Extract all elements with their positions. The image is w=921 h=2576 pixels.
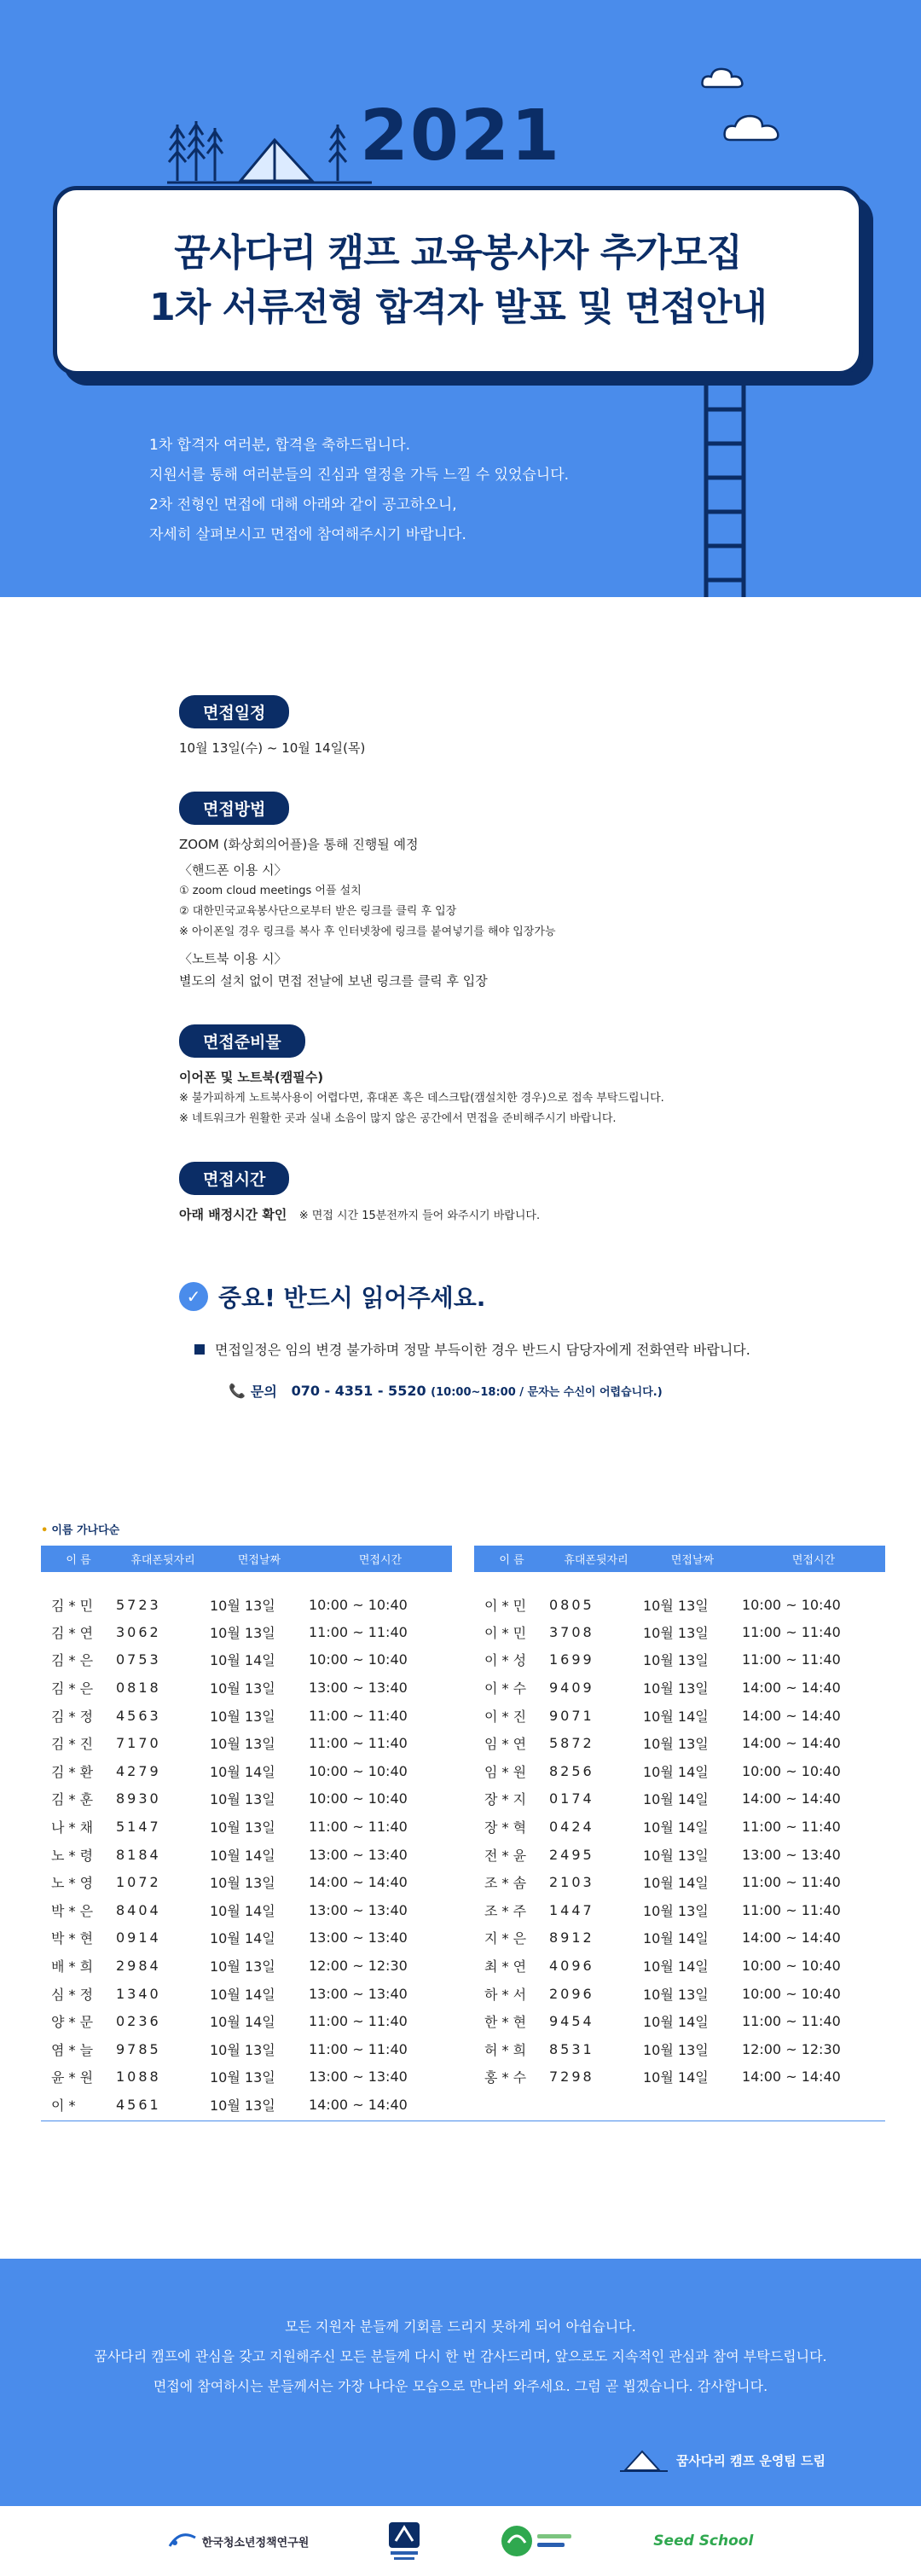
cell-time: 12:00 ~ 12:30 xyxy=(742,2040,841,2057)
header-time: 면접시간 xyxy=(742,1546,885,1572)
method-label: 면접방법 xyxy=(179,792,289,825)
phone-icon: 📞 xyxy=(229,1383,246,1399)
cell-time: 11:00 ~ 11:40 xyxy=(742,1818,841,1835)
cell-name: 김 * 정 xyxy=(51,1708,94,1725)
footer-line: 꿈사다리 캠프에 관심을 갖고 지원해주신 모든 분들께 다시 한 번 감사드리며, 앞으로도 지속적인 관심과 참여 부탁드립니다. xyxy=(94,2348,827,2364)
cell-date: 10월 13일 xyxy=(643,1847,709,1864)
cell-date: 10월 13일 xyxy=(210,1624,275,1641)
cell-date: 10월 13일 xyxy=(210,2069,275,2086)
cell-name: 최 * 연 xyxy=(484,1958,527,1975)
table-row xyxy=(474,1757,885,1785)
cell-time: 13:00 ~ 13:40 xyxy=(742,1846,841,1863)
cell-date: 10월 13일 xyxy=(210,1708,275,1725)
seed-logo-text: Seed School xyxy=(653,2532,754,2550)
cell-name: 조 * 솜 xyxy=(484,1875,527,1892)
table-row xyxy=(41,1896,452,1924)
table-row xyxy=(41,1702,452,1730)
cell-time: 13:00 ~ 13:40 xyxy=(309,1846,408,1863)
emblem-icon xyxy=(385,2521,423,2561)
cell-phone: 1072 xyxy=(116,1874,161,1891)
table-row xyxy=(474,1896,885,1924)
cell-name: 노 * 령 xyxy=(51,1847,94,1864)
cell-name: 조 * 주 xyxy=(484,1902,527,1919)
method-line: ① zoom cloud meetings 어플 설치 xyxy=(179,885,362,897)
cell-time: 10:00 ~ 10:40 xyxy=(742,1957,841,1974)
method-line: ZOOM (화상회의어플)을 통해 진행될 예정 xyxy=(179,837,419,852)
cell-date: 10월 13일 xyxy=(210,1958,275,1975)
cell-time: 14:00 ~ 14:40 xyxy=(742,1735,841,1752)
logo-nypi xyxy=(168,2532,310,2550)
important-note xyxy=(194,1339,827,1359)
method-line: 별도의 설치 없이 면접 전날에 보낸 링크를 클릭 후 입장 xyxy=(179,973,488,989)
cell-name: 장 * 혁 xyxy=(484,1819,527,1836)
table-body xyxy=(41,1572,452,2119)
cell-date: 10월 14일 xyxy=(210,2014,275,2031)
time-bold: 아래 배정시간 확인 xyxy=(179,1207,287,1222)
cell-phone: 4279 xyxy=(116,1762,161,1779)
cell-phone: 2096 xyxy=(549,1985,594,2002)
table-row xyxy=(41,1841,452,1869)
method-line: 〈노트북 이용 시〉 xyxy=(179,951,287,966)
cell-name: 박 * 은 xyxy=(51,1902,94,1919)
method-section xyxy=(179,792,776,992)
cell-time: 11:00 ~ 11:40 xyxy=(309,1707,408,1724)
cell-phone: 1447 xyxy=(549,1901,594,1918)
cell-date: 10월 13일 xyxy=(643,1680,709,1697)
schedule-section xyxy=(179,695,776,759)
prep-line: 이어폰 및 노트북(캠필수) xyxy=(179,1070,324,1085)
table-row xyxy=(474,1980,885,2008)
hero-banner xyxy=(0,0,921,597)
cell-phone: 5723 xyxy=(116,1596,161,1613)
cell-time: 10:00 ~ 10:40 xyxy=(309,1790,408,1807)
cell-phone: 2984 xyxy=(116,1957,161,1974)
time-section xyxy=(179,1162,776,1227)
intro-line: 1차 합격자 여러분, 합격을 축하드립니다. xyxy=(149,437,410,454)
table-row xyxy=(474,2035,885,2063)
cell-phone: 9785 xyxy=(116,2040,161,2057)
cell-phone: 3062 xyxy=(116,1623,161,1640)
cell-time: 13:00 ~ 13:40 xyxy=(309,2068,408,2086)
cell-date: 10월 13일 xyxy=(643,1652,709,1669)
cell-name: 김 * 연 xyxy=(51,1624,94,1641)
table-header xyxy=(474,1546,885,1572)
cell-time: 14:00 ~ 14:40 xyxy=(309,1874,408,1891)
contact-note: (10:00~18:00 / 문자는 수신이 어렵습니다.) xyxy=(431,1386,663,1399)
cell-name: 김 * 진 xyxy=(51,1736,94,1753)
table-row xyxy=(41,2007,452,2035)
cell-date: 10월 13일 xyxy=(210,1597,275,1614)
cell-name: 지 * 은 xyxy=(484,1930,527,1947)
prep-line: ※ 불가피하게 노트북사용이 어렵다면, 휴대폰 혹은 데스크탑(캠설치한 경우)으로 접속 부탁드립니다. xyxy=(179,1092,664,1105)
cell-time: 10:00 ~ 10:40 xyxy=(742,1596,841,1613)
cell-phone: 8531 xyxy=(549,2040,594,2057)
cell-time: 13:00 ~ 13:40 xyxy=(309,1929,408,1947)
table-header xyxy=(41,1546,452,1572)
cell-phone: 5872 xyxy=(549,1735,594,1752)
cell-date: 10월 13일 xyxy=(210,2097,275,2114)
cell-date: 10월 14일 xyxy=(643,1708,709,1725)
check-icon: ✓ xyxy=(179,1282,208,1311)
ladder-illustration xyxy=(701,341,749,597)
important-title: 중요! 반드시 읽어주세요. xyxy=(218,1284,486,1312)
method-line: ※ 아이폰일 경우 링크를 복사 후 인터넷창에 링크를 붙여넣기를 해야 입장가능 xyxy=(179,925,556,938)
table-row xyxy=(41,1729,452,1757)
cell-phone: 3708 xyxy=(549,1623,594,1640)
logo-seed xyxy=(653,2532,753,2550)
cell-phone: 4563 xyxy=(116,1707,161,1724)
cell-date: 10월 13일 xyxy=(643,1986,709,2003)
schedule-label: 면접일정 xyxy=(179,695,289,728)
cell-name: 나 * 채 xyxy=(51,1819,94,1836)
cell-name: 심 * 정 xyxy=(51,1986,94,2003)
cell-time: 10:00 ~ 10:40 xyxy=(742,1985,841,2002)
time-note: ※ 면접 시간 15분전까지 들어 와주시기 바랍니다. xyxy=(298,1210,541,1222)
header-name: 이 름 xyxy=(474,1546,549,1572)
cell-date: 10월 14일 xyxy=(210,1986,275,2003)
cell-name: 전 * 윤 xyxy=(484,1847,527,1864)
prep-label: 면접준비물 xyxy=(179,1024,305,1058)
cell-phone: 0236 xyxy=(116,2013,161,2030)
header-date: 면접날짜 xyxy=(210,1546,309,1572)
cell-phone: 8184 xyxy=(116,1846,161,1863)
cell-time: 11:00 ~ 11:40 xyxy=(742,1874,841,1891)
cell-phone: 0424 xyxy=(549,1818,594,1835)
cell-name: 김 * 환 xyxy=(51,1763,94,1780)
cell-phone: 9454 xyxy=(549,2013,594,2030)
table-row xyxy=(41,1868,452,1896)
table-row xyxy=(41,1924,452,1952)
cell-phone: 9071 xyxy=(549,1707,594,1724)
table-row xyxy=(474,1868,885,1896)
cell-phone: 9409 xyxy=(549,1679,594,1696)
footer-message xyxy=(0,2312,921,2401)
contact-label: 문의 xyxy=(250,1384,277,1400)
cell-date: 10월 13일 xyxy=(210,1680,275,1697)
cell-name: 김 * 은 xyxy=(51,1680,94,1697)
cell-phone: 0174 xyxy=(549,1790,594,1807)
cell-time: 11:00 ~ 11:40 xyxy=(309,1818,408,1835)
cell-date: 10월 14일 xyxy=(643,1930,709,1947)
cell-date: 10월 13일 xyxy=(643,1624,709,1641)
cell-date: 10월 13일 xyxy=(210,1875,275,1892)
cell-date: 10월 14일 xyxy=(643,1875,709,1892)
cell-date: 10월 14일 xyxy=(210,1652,275,1669)
table-row xyxy=(474,1646,885,1674)
table-row xyxy=(474,1841,885,1869)
table-row xyxy=(41,2063,452,2092)
cell-time: 13:00 ~ 13:40 xyxy=(309,1985,408,2002)
important-notice xyxy=(179,1279,827,1401)
cell-time: 11:00 ~ 11:40 xyxy=(742,1623,841,1640)
cell-phone: 7298 xyxy=(549,2068,594,2086)
time-line xyxy=(179,1204,776,1227)
cell-time: 11:00 ~ 11:40 xyxy=(309,2040,408,2057)
cell-time: 14:00 ~ 14:40 xyxy=(309,2096,408,2113)
cell-phone: 8256 xyxy=(549,1762,594,1779)
cell-name: 임 * 원 xyxy=(484,1763,527,1780)
order-note: • 이름 가나다순 xyxy=(41,1524,120,1537)
prep-line: ※ 네트워크가 원활한 곳과 실내 소음이 많지 않은 공간에서 면접을 준비해주시기 바랍니다. xyxy=(179,1112,617,1125)
cell-phone: 1340 xyxy=(116,1985,161,2002)
cell-name: 홍 * 수 xyxy=(484,2069,527,2086)
square-bullet-icon xyxy=(194,1344,205,1355)
cell-name: 박 * 현 xyxy=(51,1930,94,1947)
cell-name: 이 * xyxy=(51,2097,76,2114)
header-time: 면접시간 xyxy=(309,1546,452,1572)
logo-emblem-2 xyxy=(500,2522,576,2560)
intro-line: 2차 전형인 면접에 대해 아래와 같이 공고하오니, xyxy=(149,496,457,513)
year-heading: 2021 xyxy=(359,96,562,177)
cell-phone: 2495 xyxy=(549,1846,594,1863)
table-row xyxy=(474,1924,885,1952)
cell-phone: 4096 xyxy=(549,1957,594,1974)
signature-text: 꿈사다리 캠프 운영팀 드림 xyxy=(675,2452,825,2469)
cell-time: 11:00 ~ 11:40 xyxy=(742,2013,841,2030)
table-body xyxy=(474,1572,885,2091)
cell-time: 12:00 ~ 12:30 xyxy=(309,1957,408,1974)
tent-icon xyxy=(620,2448,668,2472)
cell-name: 김 * 은 xyxy=(51,1652,94,1669)
cell-date: 10월 14일 xyxy=(210,1847,275,1864)
cell-name: 한 * 현 xyxy=(484,2014,527,2031)
intro-text xyxy=(149,431,569,550)
cell-name: 장 * 지 xyxy=(484,1791,527,1808)
intro-line: 자세히 살펴보시고 면접에 참여해주시기 바랍니다. xyxy=(149,526,466,543)
table-row xyxy=(474,1813,885,1841)
order-note-text: 이름 가나다순 xyxy=(51,1524,120,1537)
header-name: 이 름 xyxy=(41,1546,116,1572)
cell-name: 이 * 민 xyxy=(484,1624,527,1641)
result-table-right xyxy=(474,1546,885,2091)
cell-name: 노 * 영 xyxy=(51,1875,94,1892)
cell-name: 임 * 연 xyxy=(484,1736,527,1753)
footer-line: 면접에 참여하시는 분들께서는 가장 나다운 모습으로 만나러 와주세요. 그럼 곧 뵙겠습니다. 감사합니다. xyxy=(153,2378,768,2394)
header-phone: 휴대폰뒷자리 xyxy=(116,1546,210,1572)
time-label: 면접시간 xyxy=(179,1162,289,1195)
schedule-text: 10월 13일(수) ~ 10월 14일(목) xyxy=(179,740,366,756)
cell-name: 윤 * 원 xyxy=(51,2069,94,2086)
table-row xyxy=(41,1952,452,1980)
cell-phone: 8404 xyxy=(116,1901,161,1918)
title-line-1: 꿈사다리 캠프 교육봉사자 추가모집 xyxy=(174,231,742,276)
cell-name: 양 * 문 xyxy=(51,2014,94,2031)
important-heading xyxy=(179,1279,827,1314)
table-row xyxy=(474,1572,885,1618)
cell-date: 10월 14일 xyxy=(643,1763,709,1780)
cell-time: 11:00 ~ 11:40 xyxy=(742,1901,841,1918)
cloud-icon xyxy=(699,65,747,90)
cell-time: 14:00 ~ 14:40 xyxy=(742,2068,841,2086)
title-card xyxy=(53,186,863,375)
cell-date: 10월 13일 xyxy=(210,1819,275,1836)
table-row xyxy=(41,1674,452,1702)
cell-phone: 4561 xyxy=(116,2096,161,2113)
cell-name: 김 * 민 xyxy=(51,1597,94,1614)
cell-phone: 8930 xyxy=(116,1790,161,1807)
cell-date: 10월 14일 xyxy=(643,1958,709,1975)
logo-emblem-1 xyxy=(385,2521,423,2561)
cell-phone: 0818 xyxy=(116,1679,161,1696)
method-line: ② 대한민국교육봉사단으로부터 받은 링크를 클릭 후 입장 xyxy=(179,905,457,918)
cell-date: 10월 14일 xyxy=(210,1902,275,1919)
cell-name: 이 * 수 xyxy=(484,1680,527,1697)
cell-phone: 0805 xyxy=(549,1596,594,1613)
table-row xyxy=(474,1729,885,1757)
cell-date: 10월 13일 xyxy=(643,2041,709,2058)
cell-time: 11:00 ~ 11:40 xyxy=(309,1623,408,1640)
header-phone: 휴대폰뒷자리 xyxy=(549,1546,643,1572)
result-table-left xyxy=(41,1546,452,2119)
cell-phone: 2103 xyxy=(549,1874,594,1891)
cell-date: 10월 14일 xyxy=(643,1791,709,1808)
cell-phone: 1699 xyxy=(549,1651,594,1668)
logo-bar xyxy=(0,2506,921,2576)
footer-signature xyxy=(620,2448,825,2472)
cell-date: 10월 13일 xyxy=(210,2041,275,2058)
cell-date: 10월 14일 xyxy=(643,2069,709,2086)
cell-name: 김 * 훈 xyxy=(51,1791,94,1808)
cell-phone: 0914 xyxy=(116,1929,161,1947)
nypi-logo-text: 한국청소년정책연구원 xyxy=(201,2536,310,2550)
table-row xyxy=(474,1674,885,1702)
prep-section xyxy=(179,1024,776,1129)
cell-name: 허 * 희 xyxy=(484,2041,527,2058)
table-row xyxy=(474,1785,885,1813)
cell-time: 10:00 ~ 10:40 xyxy=(742,1762,841,1779)
title-line-2: 1차 서류전형 합격자 발표 및 면접안내 xyxy=(149,286,767,329)
important-note-text: 면접일정은 임의 변경 불가하며 정말 부득이한 경우 반드시 담당자에게 전화연락 바랍니다. xyxy=(215,1342,750,1358)
intro-line: 지원서를 통해 여러분들의 진심과 열정을 가득 느낄 수 있었습니다. xyxy=(149,467,570,484)
table-row xyxy=(474,1618,885,1646)
method-line: 〈핸드폰 이용 시〉 xyxy=(179,862,287,878)
cell-date: 10월 13일 xyxy=(210,1736,275,1753)
cell-name: 배 * 희 xyxy=(51,1958,94,1975)
table-row xyxy=(474,1952,885,1980)
cell-time: 10:00 ~ 10:40 xyxy=(309,1762,408,1779)
contact-number[interactable]: 070 - 4351 - 5520 xyxy=(291,1383,426,1399)
table-row xyxy=(41,2091,452,2119)
table-row xyxy=(474,1702,885,1730)
cell-phone: 5147 xyxy=(116,1818,161,1835)
cell-time: 10:00 ~ 10:40 xyxy=(309,1596,408,1613)
cell-phone: 7170 xyxy=(116,1735,161,1752)
cell-time: 11:00 ~ 11:40 xyxy=(742,1651,841,1668)
interview-info xyxy=(179,695,776,1259)
cell-name: 염 * 늘 xyxy=(51,2041,94,2058)
table-row xyxy=(41,1813,452,1841)
nypi-logo-icon xyxy=(168,2532,197,2550)
table-row xyxy=(41,1980,452,2008)
cell-date: 10월 14일 xyxy=(643,1819,709,1836)
cell-time: 13:00 ~ 13:40 xyxy=(309,1901,408,1918)
cell-time: 14:00 ~ 14:40 xyxy=(742,1707,841,1724)
header-date: 면접날짜 xyxy=(643,1546,742,1572)
table-row xyxy=(41,1572,452,1618)
cell-time: 14:00 ~ 14:40 xyxy=(742,1929,841,1947)
cell-name: 하 * 서 xyxy=(484,1986,527,2003)
cell-date: 10월 13일 xyxy=(643,1902,709,1919)
cell-name: 이 * 민 xyxy=(484,1597,527,1614)
cell-time: 14:00 ~ 14:40 xyxy=(742,1679,841,1696)
table-row xyxy=(41,2035,452,2063)
footer-line: 모든 지원자 분들께 기회를 드리지 못하게 되어 아쉽습니다. xyxy=(285,2318,636,2335)
table-row xyxy=(474,2007,885,2035)
table-row xyxy=(474,2063,885,2092)
cell-date: 10월 14일 xyxy=(643,2014,709,2031)
cell-phone: 0753 xyxy=(116,1651,161,1668)
cell-phone: 8912 xyxy=(549,1929,594,1947)
cell-time: 11:00 ~ 11:40 xyxy=(309,1735,408,1752)
footer-banner xyxy=(0,2259,921,2506)
cell-name: 이 * 성 xyxy=(484,1652,527,1669)
table-row xyxy=(41,1646,452,1674)
cell-time: 13:00 ~ 13:40 xyxy=(309,1679,408,1696)
cell-time: 11:00 ~ 11:40 xyxy=(309,2013,408,2030)
cell-date: 10월 13일 xyxy=(643,1597,709,1614)
table-row xyxy=(41,1618,452,1646)
cell-date: 10월 14일 xyxy=(210,1930,275,1947)
contact-info xyxy=(229,1381,827,1401)
cell-date: 10월 14일 xyxy=(210,1763,275,1780)
cell-time: 10:00 ~ 10:40 xyxy=(309,1651,408,1668)
cell-date: 10월 13일 xyxy=(210,1791,275,1808)
volunteer-logo-icon xyxy=(500,2522,576,2560)
cell-time: 14:00 ~ 14:40 xyxy=(742,1790,841,1807)
cell-date: 10월 13일 xyxy=(643,1736,709,1753)
table-row xyxy=(41,1785,452,1813)
cell-phone: 1088 xyxy=(116,2068,161,2086)
table-row xyxy=(41,1757,452,1785)
cell-name: 이 * 진 xyxy=(484,1708,527,1725)
